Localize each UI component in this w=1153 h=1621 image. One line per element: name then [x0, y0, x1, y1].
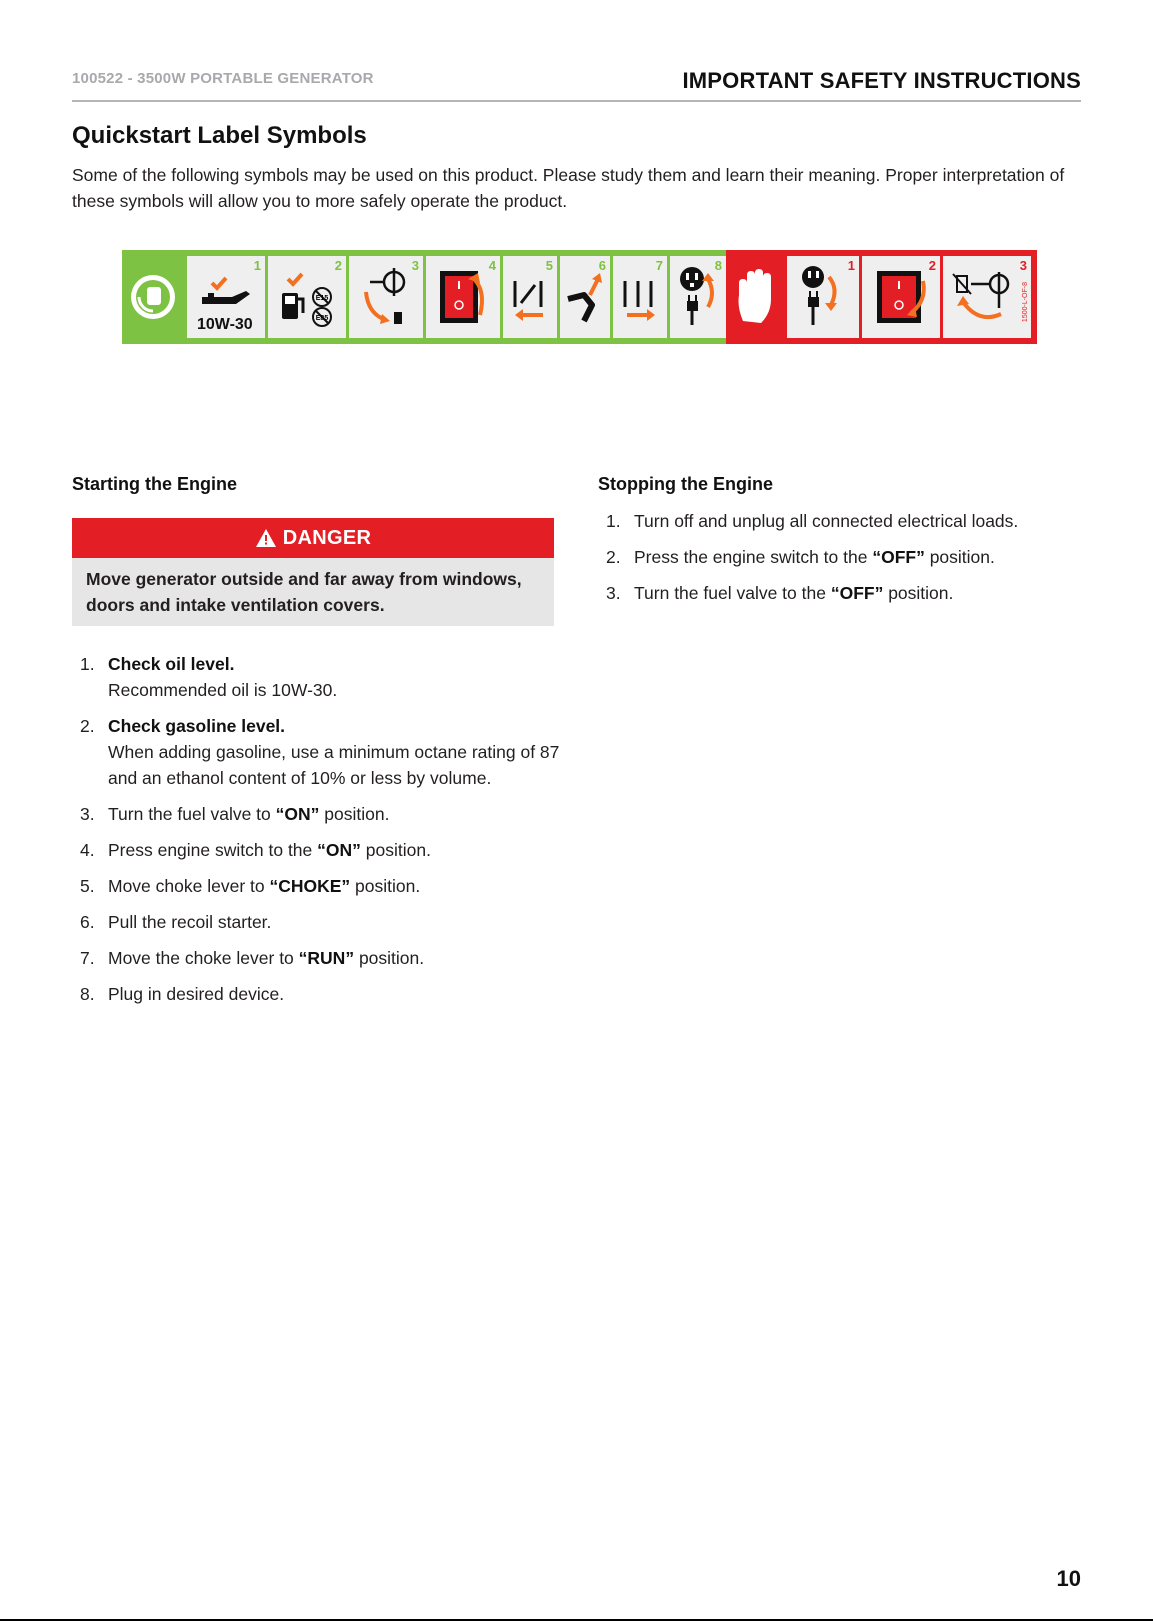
- starting-steps-list: [72, 651, 562, 1017]
- danger-header: [72, 518, 554, 558]
- svg-text:E15: E15: [315, 295, 329, 302]
- choke-run-symbol: 7: [613, 256, 667, 338]
- list-item: 6. Pull the recoil starter.: [80, 912, 272, 932]
- engine-start-icon: [122, 256, 184, 338]
- choke-run-icon: [617, 269, 663, 325]
- start-section: [122, 250, 726, 344]
- page-title: Quickstart Label Symbols: [72, 122, 367, 149]
- intro-paragraph: Some of the following symbols may be used on this product. Please study them and learn their meaning. Proper interpretation of these symbols will allow you to more safely operate the product.: [72, 165, 1065, 211]
- oil-level-symbol: 1 10W-30: [187, 256, 265, 338]
- fuel-valve-on-symbol: 3: [349, 256, 423, 338]
- document-header-title: 100522 - 3500W PORTABLE GENERATOR: [72, 70, 374, 87]
- rocker-switch-on-icon: [434, 265, 492, 329]
- list-item: 1. Check oil level. Recommended oil is 10W-30.: [80, 654, 338, 700]
- unplug-icon: [799, 263, 847, 331]
- stopping-steps-list: [598, 508, 1078, 616]
- rocker-switch-off-icon: [871, 265, 931, 329]
- stop-hand-icon: [726, 256, 784, 338]
- quickstart-label: [122, 250, 1028, 344]
- fuel-valve-icon: [356, 262, 416, 332]
- stopping-engine-heading: Stopping the Engine: [598, 474, 773, 494]
- list-item: 5. Move choke lever to “CHOKE” position.: [80, 876, 421, 896]
- danger-callout: [72, 518, 554, 626]
- danger-label: DANGER: [282, 526, 372, 549]
- page-number: 10: [1056, 1566, 1081, 1591]
- list-item: 3. Turn the fuel valve to “ON” position.: [80, 804, 390, 824]
- list-item: 3. Turn the fuel valve to the “OFF” position.: [606, 583, 954, 603]
- oil-can-icon: [196, 275, 256, 319]
- engine-switch-on-symbol: 4: [426, 256, 500, 338]
- choke-icon: [507, 269, 553, 325]
- list-item: 1. Turn off and unplug all connected electrical loads.: [606, 511, 1019, 531]
- list-item: 8. Plug in desired device.: [80, 984, 285, 1004]
- outlet-plug-icon: [674, 263, 722, 331]
- header-divider: [72, 100, 1081, 102]
- recoil-starter-symbol: 6: [560, 256, 610, 338]
- pull-cord-icon: [562, 269, 608, 325]
- warning-triangle-icon: [255, 528, 277, 548]
- danger-text: Move generator outside and far away from windows, doors and intake ventilation covers.: [86, 569, 522, 615]
- list-item: 7. Move the choke lever to “RUN” position.: [80, 948, 425, 968]
- stop-section: [726, 250, 1037, 344]
- starting-engine-heading: Starting the Engine: [72, 474, 238, 494]
- svg-text:E85: E85: [315, 315, 329, 322]
- fuel-level-symbol: 2 E15 E85: [268, 256, 346, 338]
- list-item: 2. Check gasoline level. When adding gasoline, use a minimum octane rating of 87 and an ethanol content of 10% or less by volume.: [80, 716, 560, 788]
- list-item: 2. Press the engine switch to the “OFF” position.: [606, 547, 995, 567]
- engine-switch-off-symbol: 2: [862, 256, 940, 338]
- plug-in-symbol: 8: [670, 256, 726, 338]
- fuel-off-icon: [949, 262, 1025, 332]
- fuel-valve-off-symbol: 3 1500-L-OF-8: [943, 256, 1031, 338]
- choke-lever-symbol: 5: [503, 256, 557, 338]
- list-item: 4. Press engine switch to the “ON” position.: [80, 840, 431, 860]
- fuel-pump-icon: [274, 267, 340, 327]
- section-header: IMPORTANT SAFETY INSTRUCTIONS: [682, 68, 1081, 93]
- unplug-symbol: 1: [787, 256, 859, 338]
